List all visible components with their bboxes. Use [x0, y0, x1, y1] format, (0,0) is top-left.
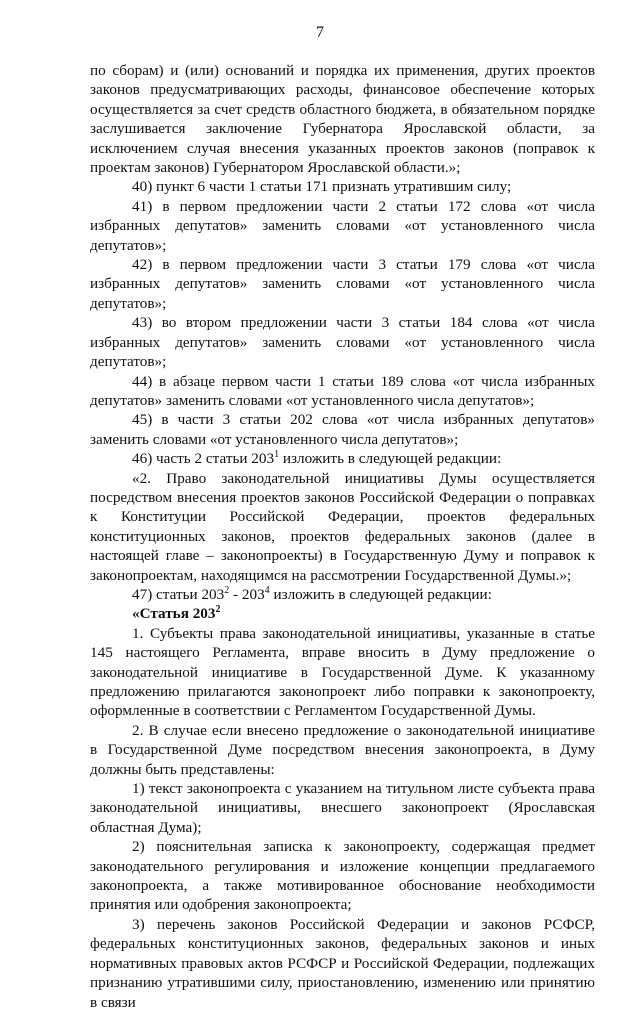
paragraph: 43) во втором предложении части 3 статьи 184 слова «от числа избранных депутатов» заменить словами «от установленного числа депутатов»;	[90, 314, 595, 371]
paragraph-text: - 203	[229, 585, 265, 603]
paragraph: 45) в части 3 статьи 202 слова «от числа избранных депутатов» заменить словами «от установленного числа депутатов»;	[90, 411, 595, 448]
paragraph: 40) пункт 6 части 1 статьи 171 признать утратившим силу;	[132, 178, 512, 196]
paragraph	[90, 449, 595, 468]
paragraph: 44) в абзаце первом части 1 статьи 189 слова «от числа избранных депутатов» заменить словами «от установленного числа депутатов»;	[90, 372, 595, 409]
paragraph: по сборам) и (или) оснований и порядка их применения, других проектов законов предусматривающих расходы, финансовое обеспечение которых осуществляется за счет средств областного бюджета, в обязательном порядке заслушивается заключение Губернатора Ярославской области, за исключением случая внесения указанных проектов законов (поправок к проектам законов) Губернатором Ярославской области.»;	[90, 62, 595, 177]
page-number: 7	[316, 24, 324, 41]
article-heading-text: «Статья 203	[132, 605, 216, 623]
paragraph: 41) в первом предложении части 2 статьи 172 слова «от числа избранных депутатов» заменить словами «от установленного числа депутатов»;	[90, 197, 595, 254]
superscript: 2	[215, 604, 221, 616]
paragraph	[90, 585, 595, 604]
article-heading	[90, 604, 595, 623]
paragraph: 3) перечень законов Российской Федерации и законов РСФСР, федеральных конституционных законов, федеральных законов и иных нормативных правовых актов РСФСР и Российской Федерации, подлежащих признанию утратившими силу, приостановлению, изменению или принятию в связи	[90, 915, 595, 1011]
paragraph-text: изложить в следующей редакции:	[269, 585, 492, 603]
paragraph: 1. Субъекты права законодательной инициативы, указанные в статье 145 настоящего Регламента, вправе вносить в Думу предложение о законодательной инициативе в Государственной Думе. К указанному предложению прилагаются законопроект либо поправки к законопроекту, оформленные в соответствии с Регламентом Государственной Думы.	[90, 624, 595, 720]
superscript: 2	[224, 584, 230, 596]
paragraph: 2. В случае если внесено предложение о законодательной инициативе в Государственной Думе посредством внесения законопроекта, в Думу должны быть представлены:	[90, 721, 595, 778]
paragraph: 42) в первом предложении части 3 статьи 179 слова «от числа избранных депутатов» заменить словами «от установленного числа депутатов»;	[90, 256, 595, 312]
paragraph-text: 47) статьи 203	[132, 585, 225, 603]
paragraph-text: изложить в следующей редакции:	[279, 450, 502, 468]
superscript: 4	[264, 584, 270, 596]
document-body	[90, 61, 595, 1012]
paragraph-text: 46) часть 2 статьи 203	[132, 450, 275, 468]
paragraph: 2) пояснительная записка к законопроекту, содержащая предмет законодательного регулирования и изложение концепции предлагаемого законопроекта, а также мотивированное обоснование необходимости принятия или одобрения законопроекта;	[90, 838, 595, 914]
paragraph: «2. Право законодательной инициативы Думы осуществляется посредством внесения проектов законов Российской Федерации о поправках к Конституции Российской Федерации, проектов федеральных конституционных законов, проектов федеральных законов (далее в настоящей главе – законопроекты) в Государственную Думу и поправок к законопроектам, находящимся на рассмотрении Государственной Думы.»;	[90, 469, 595, 584]
paragraph: 1) текст законопроекта с указанием на титульном листе субъекта права законодательной инициативы, внесшего законопроект (Ярославская областная Дума);	[90, 780, 595, 836]
superscript: 1	[274, 449, 280, 461]
